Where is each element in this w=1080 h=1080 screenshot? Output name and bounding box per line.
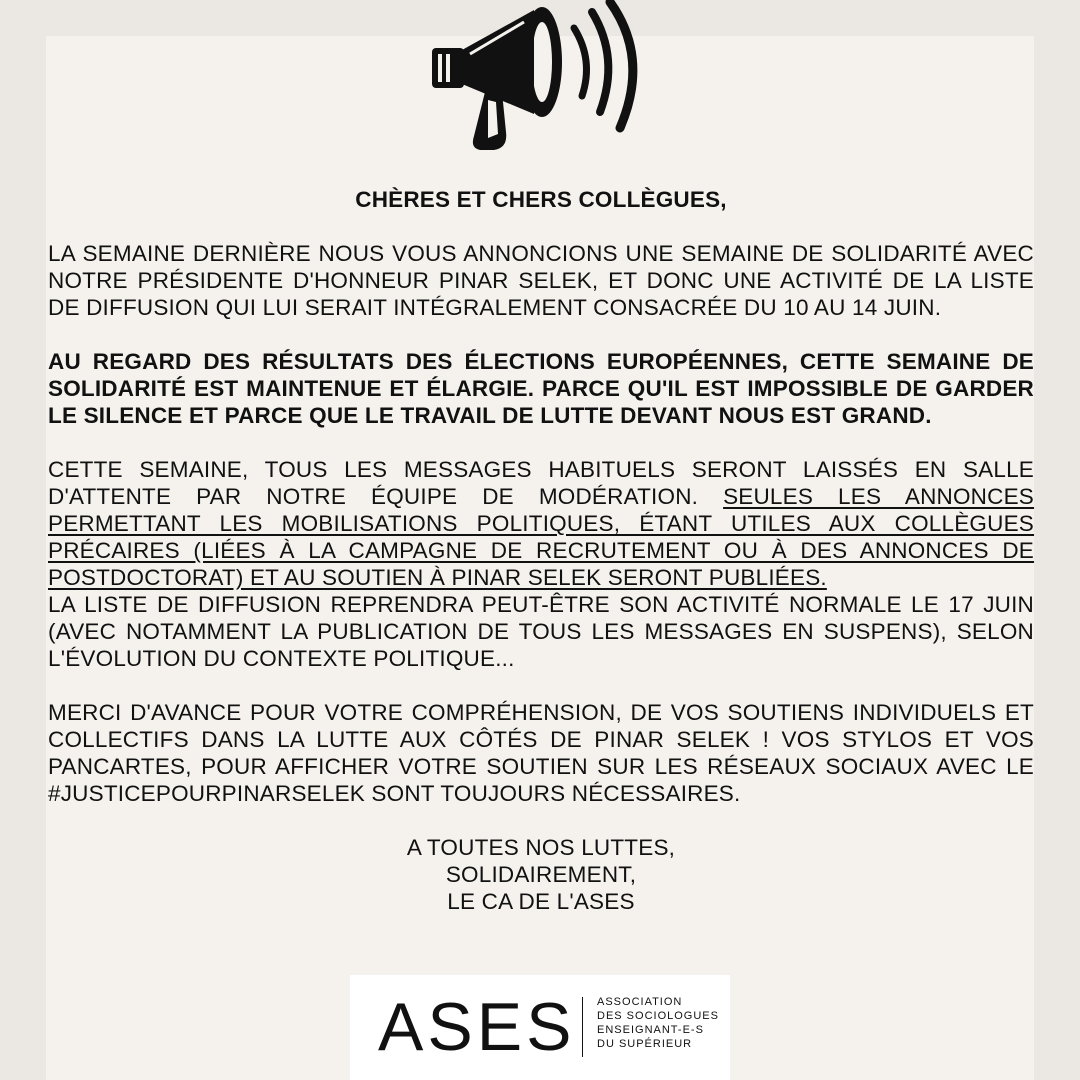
logo-wordmark: ASES [378, 989, 576, 1065]
paragraph-thanks: MERCI D'AVANCE POUR VOTRE COMPRÉHENSION, DE VOS SOUTIENS INDIVIDUELS ET COLLECTIFS DANS LA LUTTE AUX CÔTÉS DE PINAR SELEK ! VOS STYLOS ET VOS PANCARTES, POUR AFFICHER VOTRE SOUTIEN SUR LES RÉSEAUX SOCIAUX AVEC LE #JUSTICEPOURPINARSELEK SONT TOUJOURS NÉCESSAIRES. [48, 700, 1034, 806]
logo-tagline-line-2: DES SOCIOLOGUES [597, 1010, 719, 1022]
paragraph-resume: LA LISTE DE DIFFUSION REPRENDRA PEUT-ÊTRE SON ACTIVITÉ NORMALE LE 17 JUIN (AVEC NOTAMMENT LA PUBLICATION DE TOUS LES MESSAGES EN SUSPENS), SELON L'ÉVOLUTION DU CONTEXTE POLITIQUE... [48, 592, 1034, 671]
logo-tagline-line-3: ENSEIGNANT-E-S [597, 1024, 704, 1036]
moderation-underlined-text: SEULES LES ANNONCES PERMETTANT LES MOBILISATIONS POLITIQUES, ÉTANT UTILES AUX COLLÈGUES PRÉCAIRES (LIÉES À LA CAMPAGNE DE RECRUTEMENT OU À DES ANNONCES DE POSTDOCTORAT) ET AU SOUTIEN À PINAR SELEK SERONT PUBLIÉES. [48, 484, 1034, 590]
letter-body [48, 186, 1034, 915]
salutation: CHÈRES ET CHERS COLLÈGUES, [355, 187, 727, 212]
signoff [48, 834, 1034, 915]
paragraph-moderation [48, 456, 1034, 591]
logo-tagline-line-1: ASSOCIATION [597, 996, 683, 1008]
logo-tagline-line-4: DU SUPÉRIEUR [597, 1038, 693, 1050]
signoff-line-3: LE CA DE L'ASES [447, 889, 635, 914]
megaphone-icon [424, 0, 654, 170]
logo-divider [582, 997, 583, 1057]
signoff-line-1: A TOUTES NOS LUTTES, [406, 835, 676, 860]
signoff-line-2: SOLIDAIREMENT, [445, 862, 637, 887]
ases-logo [350, 975, 730, 1080]
paragraph-announcement: LA SEMAINE DERNIÈRE NOUS VOUS ANNONCIONS UNE SEMAINE DE SOLIDARITÉ AVEC NOTRE PRÉSIDENTE D'HONNEUR PINAR SELEK, ET DONC UNE ACTIVITÉ DE LA LISTE DE DIFFUSION QUI LUI SERAIT INTÉGRALEMENT CONSACRÉE DU 10 AU 14 JUIN. [48, 241, 1034, 320]
moderation-lead-text: CETTE SEMAINE, TOUS LES MESSAGES HABITUELS SERONT LAISSÉS EN SALLE D'ATTENTE PAR NOTRE ÉQUIPE DE MODÉRATION. [48, 457, 1034, 509]
paragraph-elections: AU REGARD DES RÉSULTATS DES ÉLECTIONS EUROPÉENNES, CETTE SEMAINE DE SOLIDARITÉ EST MAINTENUE ET ÉLARGIE. PARCE QU'IL EST IMPOSSIBLE DE GARDER LE SILENCE ET PARCE QUE LE TRAVAIL DE LUTTE DEVANT NOUS EST GRAND. [48, 349, 1034, 428]
logo-tagline [597, 995, 719, 1051]
